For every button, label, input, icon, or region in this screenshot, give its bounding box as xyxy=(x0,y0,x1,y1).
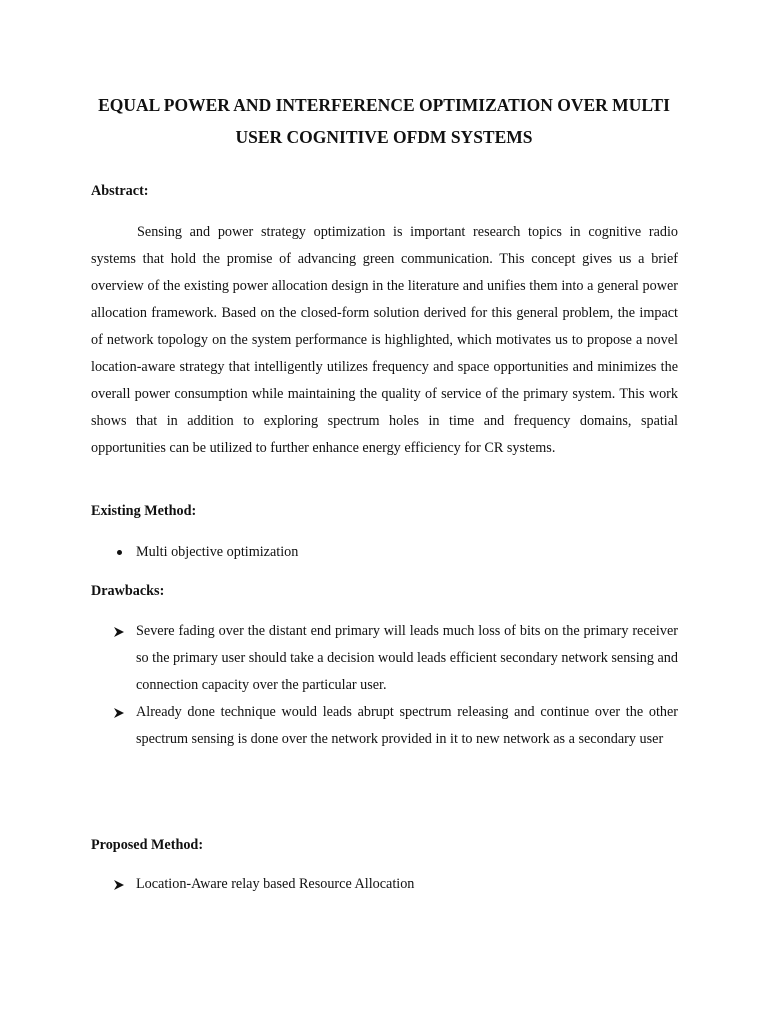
list-item-text: Severe fading over the distant end primary will leads much loss of bits on the primary receiver so the primary user should take a decision would leads efficient secondary network sensing and connection capacity over the particular user. xyxy=(136,623,678,693)
arrow-bullet-icon xyxy=(112,699,126,726)
document-title xyxy=(60,89,708,153)
proposed-method-list xyxy=(91,871,678,898)
arrow-bullet-icon xyxy=(112,871,126,898)
drawbacks-list xyxy=(91,618,678,753)
abstract-text: Sensing and power strategy optimization is important research topics in cognitive radio systems that hold the promise of advancing green communication. This concept gives us a brief overview of the existing power allocation design in the literature and unifies them into a general power allocation framework. Based on the closed-form solution derived for this general problem, the impact of network topology on the system performance is highlighted, which motivates us to propose a novel location-aware strategy that intelligently utilizes frequency and space opportunities and minimizes the overall power consumption while maintaining the quality of service of the primary system. This work shows that in addition to exploring spectrum holes in time and frequency domains, spatial opportunities can be utilized to further enhance energy efficiency for CR systems. xyxy=(91,224,678,456)
title-line-1: EQUAL POWER AND INTERFERENCE OPTIMIZATION OVER MULTI xyxy=(98,95,670,115)
proposed-method-heading: Proposed Method: xyxy=(91,837,204,853)
drawbacks-heading: Drawbacks: xyxy=(91,583,165,599)
existing-method-heading: Existing Method: xyxy=(91,503,197,519)
list-item xyxy=(91,699,678,753)
list-item-text: Multi objective optimization xyxy=(136,544,299,560)
arrow-bullet-icon xyxy=(112,618,126,645)
list-item xyxy=(91,871,678,898)
list-item-text: Location-Aware relay based Resource Allocation xyxy=(136,876,415,892)
abstract-heading: Abstract: xyxy=(91,183,149,199)
existing-method-list xyxy=(91,539,678,566)
title-line-2: USER COGNITIVE OFDM SYSTEMS xyxy=(235,127,533,147)
list-item xyxy=(91,539,678,566)
list-item-text: Already done technique would leads abrupt spectrum releasing and continue over the other spectrum sensing is done over the network provided in it to new network as a secondary user xyxy=(136,704,678,747)
list-item xyxy=(91,618,678,699)
bullet-dot-icon xyxy=(112,539,126,566)
